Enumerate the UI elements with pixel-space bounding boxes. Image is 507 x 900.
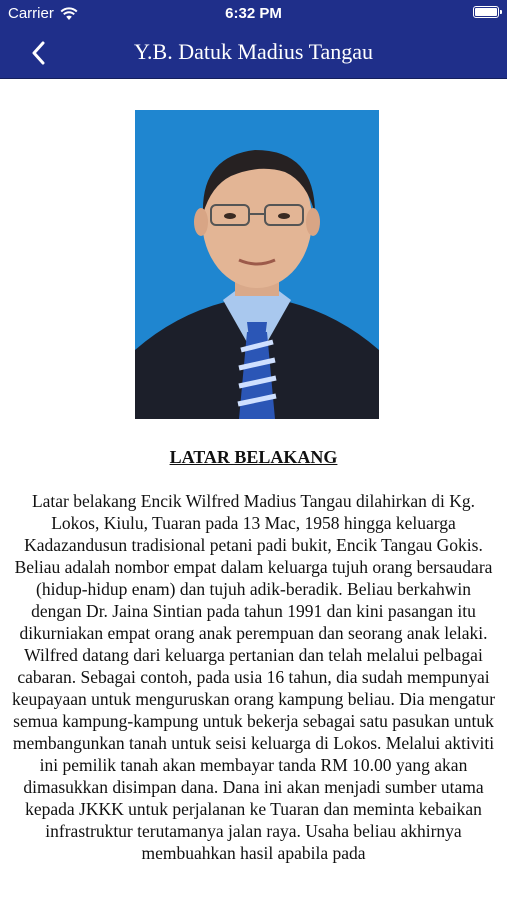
carrier-label: Carrier (8, 5, 54, 22)
biography-paragraph: Latar belakang Encik Wilfred Madius Tangau dilahirkan di Kg. Lokos, Kiulu, Tuaran pada 13 Mac, 1958 hingga keluarga Kadazandusun tradisional petani padi bukit, Encik Tangau Gokis. Beliau adalah nombor empat dalam keluarga tujuh orang bersaudara (hidup-hidup enam) dan tujuh adik-beradik. Beliau berkahwin dengan Dr. Jaina Sintian pada tahun 1991 dan kini pasangan itu dikurniakan empat orang anak perempuan dan seorang anak lelaki. (14, 491, 493, 643)
status-right (473, 6, 499, 18)
navigation-bar (0, 28, 507, 79)
battery-icon (473, 6, 499, 18)
status-bar (0, 0, 507, 28)
biography-text (10, 490, 497, 864)
page-title: Y.B. Datuk Madius Tangau (133, 39, 374, 64)
biography-paragraph: Wilfred datang dari keluarga pertanian dan telah melalui pelbagai cabaran. Sebagai contoh, pada usia 16 tahun, dia sudah mempunyai keupayaan untuk menguruskan orang kampung beliau. Dia mengatur semua kampung-kampung untuk bekerja sebagai satu pasukan untuk membangunkan tanah untuk seisi keluarga di Lokos. Melalui aktiviti ini pemilik tanah akan membayar tanda RM 10.00 yang akan dimasukkan disimpan dana. Dana ini akan menjadi sumber utama kepada JKKK untuk perjalanan ke Tuaran dan meminta kebaikan infrastruktur terutamanya jalan raya. Usaha beliau akhirnya membuahkan hasil apabila pada (11, 645, 496, 863)
status-time: 6:32 PM (225, 5, 282, 22)
section-heading: LATAR BELAKANG (169, 447, 338, 467)
profile-photo (135, 110, 379, 419)
portrait-image (135, 110, 379, 419)
